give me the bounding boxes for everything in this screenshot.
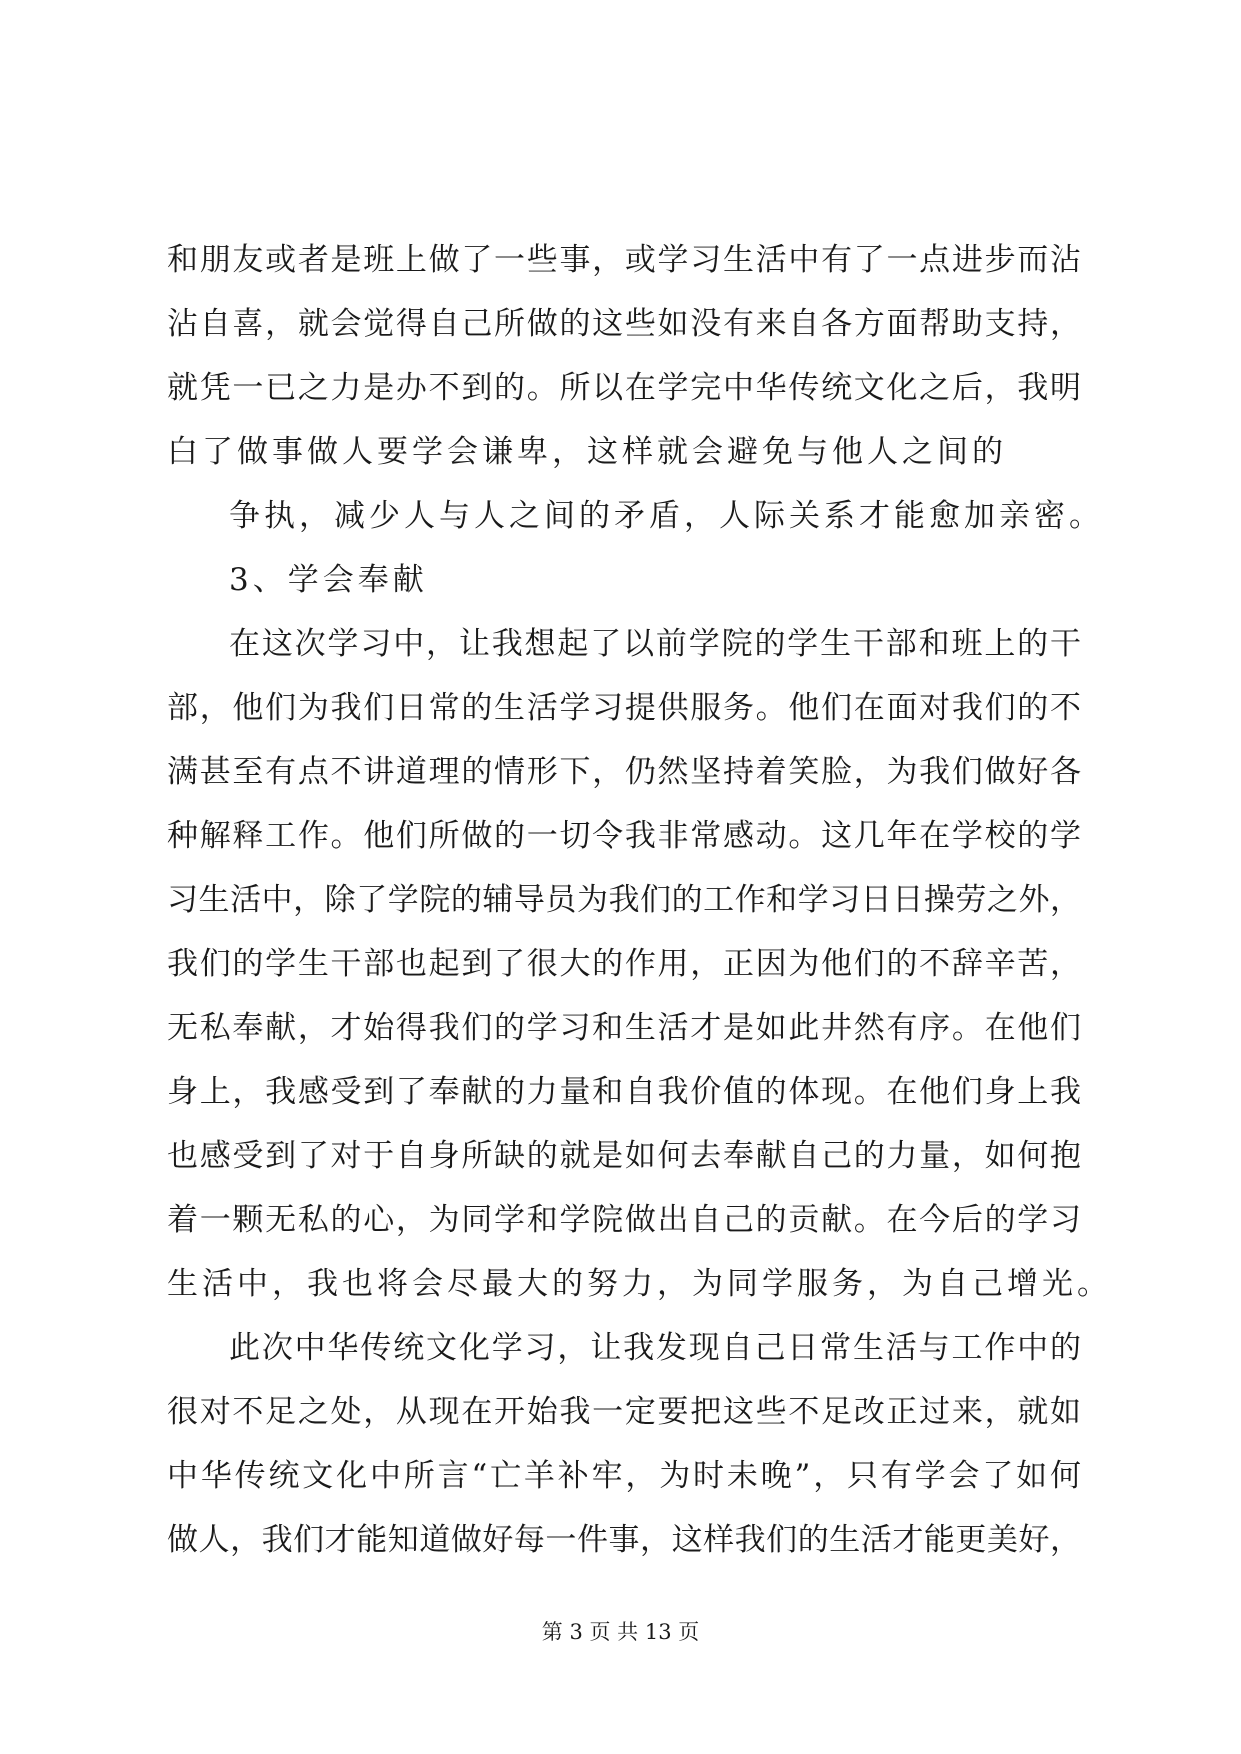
text-line: 和朋友或者是班上做了一些事，或学习生活中有了一点进步而沾 — [167, 242, 1081, 278]
body-text — [167, 228, 1112, 1572]
text-line: 也感受到了对于自身所缺的就是如何去奉献自己的力量，如何抱 — [167, 1138, 1081, 1174]
text-line: 中华传统文化中所言“亡羊补牢，为时未晚”，只有学会了如何 — [167, 1458, 1081, 1494]
text-line: 无私奉献，才始得我们的学习和生活才是如此井然有序。在他们 — [167, 1010, 1081, 1046]
section-heading: 3、学会奉献 — [229, 562, 428, 598]
text-line: 部，他们为我们日常的生活学习提供服务。他们在面对我们的不 — [167, 690, 1081, 726]
page-footer: 第 3 页 共 13 页 — [541, 1620, 700, 1644]
text-line: 很对不足之处，从现在开始我一定要把这些不足改正过来，就如 — [167, 1394, 1081, 1430]
text-line: 做人，我们才能知道做好每一件事，这样我们的生活才能更美好， — [167, 1522, 1081, 1558]
text-line: 习生活中，除了学院的辅导员为我们的工作和学习日日操劳之外， — [167, 882, 1081, 918]
text-line: 着一颗无私的心，为同学和学院做出自己的贡献。在今后的学习 — [167, 1202, 1081, 1238]
text-line: 白了做事做人要学会谦卑，这样就会避免与他人之间的 — [167, 434, 1007, 470]
text-line: 满甚至有点不讲道理的情形下，仍然坚持着笑脸，为我们做好各 — [167, 754, 1081, 790]
text-line: 种解释工作。他们所做的一切令我非常感动。这几年在学校的学 — [167, 818, 1081, 854]
text-line: 争执，减少人与人之间的矛盾，人际关系才能愈加亲密。 — [229, 498, 1104, 534]
text-line: 身上，我感受到了奉献的力量和自我价值的体现。在他们身上我 — [167, 1074, 1081, 1110]
text-line: 生活中，我也将会尽最大的努力，为同学服务，为自己增光。 — [167, 1266, 1112, 1302]
text-line: 沾自喜，就会觉得自己所做的这些如没有来自各方面帮助支持， — [167, 306, 1081, 342]
text-line: 就凭一已之力是办不到的。所以在学完中华传统文化之后，我明 — [167, 370, 1081, 406]
text-line: 我们的学生干部也起到了很大的作用，正因为他们的不辞辛苦， — [167, 946, 1081, 982]
text-line: 此次中华传统文化学习，让我发现自己日常生活与工作中的 — [229, 1330, 1081, 1366]
text-line: 在这次学习中，让我想起了以前学院的学生干部和班上的干 — [229, 626, 1081, 662]
